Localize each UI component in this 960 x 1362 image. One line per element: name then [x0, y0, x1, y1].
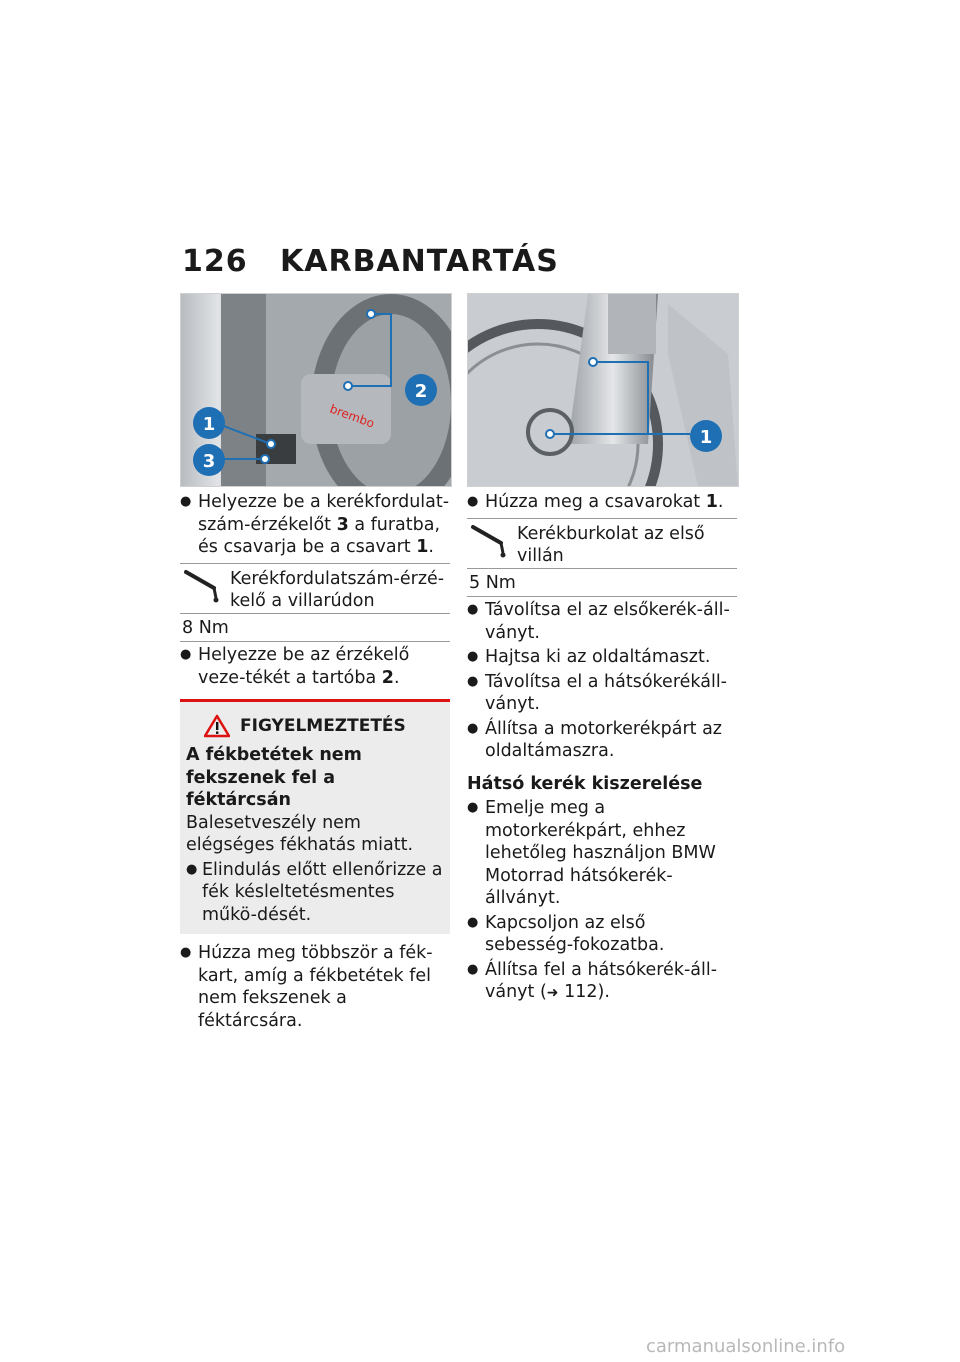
chapter-title: KARBANTARTÁS: [280, 244, 559, 279]
warning-body: Balesetveszély nem elégséges fékhatás miatt.: [186, 812, 414, 855]
step-list-item: ● Emelje meg a motorkerékpárt, ehhez lehetőleg használjon BMW Motorrad hátsókerék-állványt.: [467, 797, 737, 910]
torque-label: Kerékburkolat az első villán: [517, 523, 705, 566]
callout-1: [690, 420, 722, 452]
callout-3: [193, 444, 225, 476]
step-rear-stand: ● Állítsa fel a hátsókerék-áll-ványt (➜ 112).: [467, 959, 737, 1005]
step-tighten-screws: ● Húzza meg a csavarokat 1.: [467, 491, 737, 514]
svg-text:2: 2: [414, 381, 428, 402]
warning-box: [180, 699, 450, 934]
step-list-item: ● Állítsa a motorkerékpárt az oldaltámaszra.: [467, 718, 737, 763]
warning-heading: FIGYELMEZTETÉS: [240, 715, 406, 736]
page-reference-arrow-icon: ➜: [546, 985, 559, 1001]
torque-wrench-icon: [467, 519, 517, 568]
warning-triangle-icon: [204, 714, 230, 738]
right-column: [467, 293, 737, 1005]
page-reference-link[interactable]: 112: [564, 982, 598, 1002]
step-list-item: ● Távolítsa el az elsőkerék-áll-ványt.: [467, 599, 737, 644]
fender-figure: [467, 293, 739, 487]
watermark: carmanualsonline.info: [646, 1336, 846, 1357]
step-insert-sensor: ● Helyezze be a kerékfordulat-szám-érzékelőt 3 a furatba, és csavarja be a csavart 1.: [180, 491, 450, 559]
torque-table-sensor: [180, 563, 450, 643]
svg-text:1: 1: [699, 427, 713, 448]
section-subheading: Hátsó kerék kiszerelése: [467, 773, 703, 794]
torque-table-fender: [467, 518, 737, 598]
step-list-item: ● Távolítsa el a hátsókerékáll-ványt.: [467, 671, 737, 716]
callout-1: [193, 407, 225, 439]
svg-text:1: 1: [202, 414, 216, 435]
brand-label: brembo: [327, 401, 377, 431]
warning-bullet: ● Elindulás előtt ellenőrizze a fék késleltetésmentes műkö-dését.: [186, 859, 444, 927]
torque-label: Kerékfordulatszám-érzé-kelő a villarúdon: [230, 568, 445, 611]
left-column: [180, 293, 450, 1032]
page-header: [182, 244, 559, 279]
callout-2: [405, 374, 437, 406]
sensor-figure: [180, 293, 452, 487]
step-list-item: ● Hajtsa ki az oldaltámaszt.: [467, 646, 737, 669]
sensor-illustration: [181, 294, 451, 486]
torque-wrench-icon: [180, 564, 230, 613]
step-brake-lever: ● Húzza meg többször a fék-kart, amíg a fékbetétek fel nem fekszenek a féktárcsára.: [180, 942, 450, 1032]
fender-illustration: [468, 294, 738, 486]
step-list-item: ● Kapcsoljon az első sebesség-fokozatba.: [467, 912, 737, 957]
step-route-cable: ● Helyezze be az érzékelő veze-tékét a tartóba 2.: [180, 644, 450, 689]
svg-text:3: 3: [202, 451, 216, 472]
warning-title: A fékbetétek nem fekszenek fel a féktárcsán: [186, 745, 362, 810]
torque-value: 8 Nm: [182, 617, 229, 638]
page-number: 126: [182, 244, 248, 279]
torque-value: 5 Nm: [469, 572, 516, 593]
